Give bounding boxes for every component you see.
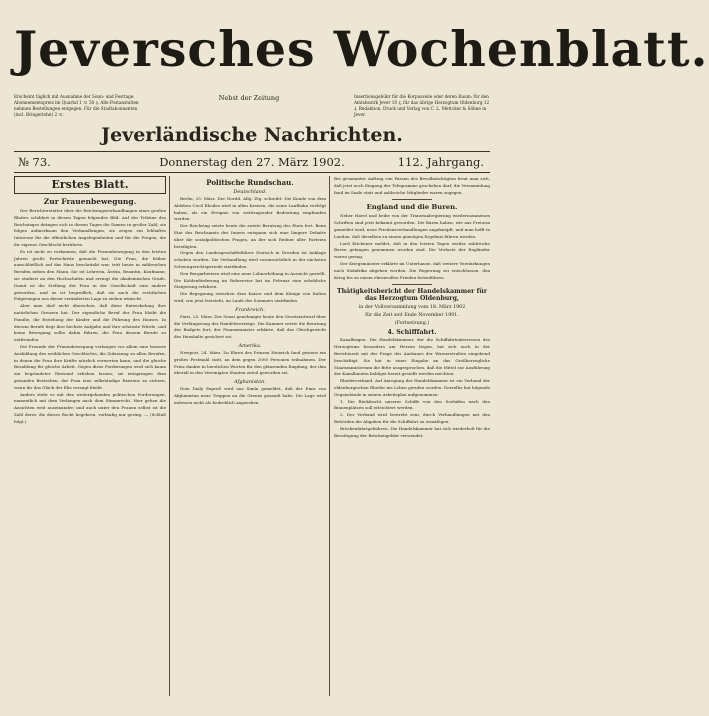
article-paragraph: Lord Kitchener meldet, daß in den letzten Tagen wieder zahlreiche Buren gefangen genommen worden sind. Die Verluste der Engländer waren gering.: [334, 240, 490, 260]
country-heading: Frankreich.: [235, 306, 265, 313]
country-heading: Deutschland.: [233, 189, 267, 195]
report-title: Thätigkeitsbericht der Handelskammer für das Herzogtum Oldenburg,: [336, 288, 487, 303]
report-paragraph: Brückenfahrtgebühren. Die Handelskammer hat sich wiederholt für die Beseitigung der Brückengelder verwendet.: [334, 425, 490, 438]
masthead-subtitle: Jeverländische Nachrichten.: [101, 124, 403, 146]
masthead-info-row: [14, 94, 490, 124]
report-paragraph: 2. Der Verband wird bestrebt sein, durch Verhandlungen mit den Behörden die Abgaben für die Schiffahrt zu ermäßigen.: [334, 412, 490, 424]
news-paragraph: Der Reichstag setzte heute die zweite Beratung des Etats fort. Beim Etat des Reichsamts des Innern entspann sich eine längere Debatte über die sozialpolitischen Fragen, an der sich Redner aller Parteien beteiligten.: [174, 223, 326, 249]
advertising-info: Insertionsgebühr für die Korpuszeile oder deren Raum: für den Amtsbezirk Jever 10 ₰, für das übrige Herzogtum Oldenburg 12 ₰. Redaktion, Druck und Verlag von C. L. Mettcker & Söhne in Jever.: [354, 94, 490, 117]
report-paragraph: Rhederverband. Auf Anregung der Handelskammer ist ein Verband der oldenburgischen Rheder ins Leben gerufen worden. Derselbe hat folgende Gegenstände in seinen Arbeitsplan aufgenommen:: [334, 378, 490, 397]
subscription-info: Erscheint täglich mit Ausnahme der Sonn- und Festtage. Abonnementspreis im Quartal 1 ℳ 50 ₰. Alle Postanstalten nehmen Bestellungen entgegen. Für die Stadtabonnenten (incl. Bringerlohn) 2 ℳ.: [14, 94, 139, 117]
header-rule-bottom: [14, 172, 490, 173]
issue-date: Donnerstag den 27. März 1902.: [159, 155, 345, 169]
article-title: Zur Frauenbewegung.: [43, 197, 137, 206]
country-heading: Amerika.: [238, 342, 262, 349]
separator: [392, 199, 432, 200]
column-2: [174, 176, 326, 696]
column-3: [334, 176, 490, 696]
news-paragraph: Die Begegnung zwischen dem Kaiser und dem Könige von Italien wird, wie jetzt feststeht, im Laufe des Sommers stattfinden.: [174, 291, 326, 303]
column-divider: [169, 176, 170, 696]
article-paragraph: Anders steht es mit den weitergehenden politischen Forderungen, namentlich mit dem Verlangen nach dem Stimmrecht. Hier gehen die Ansichten weit auseinander, und auch unter den Frauen selbst ist die Zahl derer, die dieses Recht begehren, vorläufig nur gering. — (Schluß folgt.): [14, 391, 166, 424]
report-subtitle: für die Zeit seit Ende November 1901.: [365, 313, 459, 319]
article-title: England und die Buren.: [366, 203, 458, 212]
supplement-note: Nebst der Zeitung: [218, 94, 280, 102]
intro-paragraph: Bei gesammter Auftrag von Pässen des Bevollmächtigten freut man sich, daß jetzt noch Eingang der Telegramme geschehen darf; die Versammlung fand im Saale statt und zahlreiche Mitglieder waren zugegen.: [334, 176, 490, 195]
article-paragraph: Die Freunde der Frauenbewegung verlangen vor allem eine bessere Ausbildung des weiblichen Geschlechts, die Zulassung zu allen Berufen, in denen die Frau ihre Kräfte nützlich verwerten kann, und die gleiche Bezahlung für gleiche Arbeit. Gegen diese Forderungen wird sich kaum ein begründeter Einwand erheben lassen; sie entspringen dem gesunden Bestreben, der Frau eine selbständige Existenz zu sichern, wenn ihr das Glück der Ehe versagt bleibt.: [14, 343, 166, 390]
masthead-title: Jeversches Wochenblatt.: [14, 20, 709, 78]
article-paragraph: Der Kriegsminister erklärte im Unterhause, daß weitere Verstärkungen nach Südafrika abgehen werden. Die Regierung sei entschlossen, den Krieg bis zu einem ehrenvollen Frieden fortzuführen.: [334, 260, 490, 280]
news-paragraph: Newport, 24. März. Zu Ehren des Prinzen Heinrich fand gestern ein großes Festmahl statt, an dem gegen 2000 Personen teilnahmen. Der Prinz dankte in herzlichen Worten für den glänzenden Empfang, der ihm überall in den Vereinigten Staaten zuteil geworden sei.: [174, 349, 326, 376]
news-paragraph: Den Bergarbeitern wird eine neue Lohnerhöhung in Aussicht gestellt. Die Kohlenförderung im Ruhrrevier hat im Februar eine erhebliche Steigerung erfahren.: [174, 270, 326, 290]
separator: [392, 284, 432, 285]
report-paragraph: Kanalfragen. Die Handelskammer, der die Schiffahrtsinteressen des Herzogtums besonders am Herzen liegen, hat sich auch in der Berichtszeit mit der Frage des Ausbaues der Wasserstraßen eingehend beschäftigt. Sie hat in einer Eingabe an das Großherzogliche Staatsministerium die Bitte ausgesprochen, daß die Mittel zur Ausführung der Kanalbauten baldigst bereit gestellt werden möchten.: [334, 337, 490, 377]
article-paragraph: Neber Havel und beibe von der Transvaalregierung wiedernommenen Schriften sind jetzt bekannt geworden. Die Buren haben, wie aus Pretoria gemeldet wird, neue Friedensverhandlungen angeknüpft, und man hofft in London, daß dieselben zu einem günstigen Ergebnis führen werden.: [334, 213, 490, 239]
news-paragraph: Gegen den Landesgeschäftsführer Deutsch in Dresden ist Anklage erhoben worden. Die Verhandlung wird voraussichtlich in der nächsten Schwurgerichtsperiode stattfinden.: [174, 250, 326, 269]
subsection-heading: 4. Schifffahrt.: [387, 329, 437, 337]
news-paragraph: Berlin, 25. März. Der Nordd. Allg. Ztg. schreibt: Die Kunde von dem Ableben Cecil Rhodes wird in allen Kreisen, die seine Laufbahn verfolgt haben, als ein Ereignis von weittragender Bedeutung empfunden werden.: [174, 196, 326, 222]
volume-year: 112. Jahrgang.: [397, 155, 484, 169]
issue-number: № 73.: [18, 155, 51, 169]
news-paragraph: Dem Daily Expreß wird aus Simla gemeldet, daß der Emir von Afghanistan neue Truppen an die Grenze gesandt habe. Die Lage wird indessen nicht als bedrohlich angesehen.: [174, 386, 326, 405]
article-paragraph: Aber man darf nicht übersehen, daß diese Entwickelung ihre natürlichen Grenzen hat. Der eigentliche Beruf der Frau bleibt die Familie, die Erziehung der Kinder und die Führung des Hauses. In diesem Berufe liegt ihre höchste Aufgabe und ihre schönste Würde, und keine Bewegung sollte dahin führen, die Frau diesem Berufe zu entfremden.: [14, 303, 166, 343]
header-rule-top: [14, 151, 490, 152]
article-paragraph: Es ist nicht zu verkennen, daß die Frauenbewegung in den letzten Jahren große Fortschritte gemacht hat. Die Frau, die früher ausschließlich auf das Haus beschränkt war, tritt heute in zahlreichen Berufen neben den Mann. Sie ist Lehrerin, Ärztin, Beamtin, Kaufmann; sie studiert an den Hochschulen und erringt die akademischen Grade. Damit ist die Stellung der Frau in der Gesellschaft eine andere geworden, und es ist begreiflich, daß sie auch die rechtlichen Folgerungen aus dieser veränderten Lage zu ziehen wünscht.: [14, 248, 166, 302]
article-paragraph: Der Berichterstatter über die Reichstagsverhandlungen eines großen Blattes schildert in diesen Tagen folgendes Bild: Auf der Tribüne des Reichstages drängen sich in diesen Tagen die Damen in großer Zahl; sie folgen aufmerksam den Verhandlungen, sie zeigen ein lebhaftes Interesse für die öffentlichen Angelegenheiten und für die Fragen, die ihr eigenes Geschlecht berühren.: [14, 208, 166, 247]
report-subtitle: in der Vollversammlung vom 18. März 1902: [358, 305, 466, 311]
section-heading: Politische Rundschau.: [206, 178, 294, 187]
dateline: [14, 154, 490, 170]
report-paragraph: 1. Die Rückfracht unserer Schiffe von den Seehäfen nach den Binnenplätzen soll erleichtert werden.: [334, 398, 490, 411]
column-divider: [329, 176, 330, 696]
news-paragraph: Paris, 25. März. Der Senat genehmigte heute den Gesetzentwurf über die Verlängerung der Handelsverträge. Die Kammer setzte die Beratung des Budgets fort; der Finanzminister erklärte, daß das Gleichgewicht des Haushalts gesichert sei.: [174, 313, 326, 340]
country-heading: Afghanistan.: [234, 379, 266, 386]
continuation-note: (Fortsetzung.): [394, 321, 430, 327]
section-box-title: Erstes Blatt.: [14, 176, 166, 194]
column-1: [14, 176, 166, 696]
